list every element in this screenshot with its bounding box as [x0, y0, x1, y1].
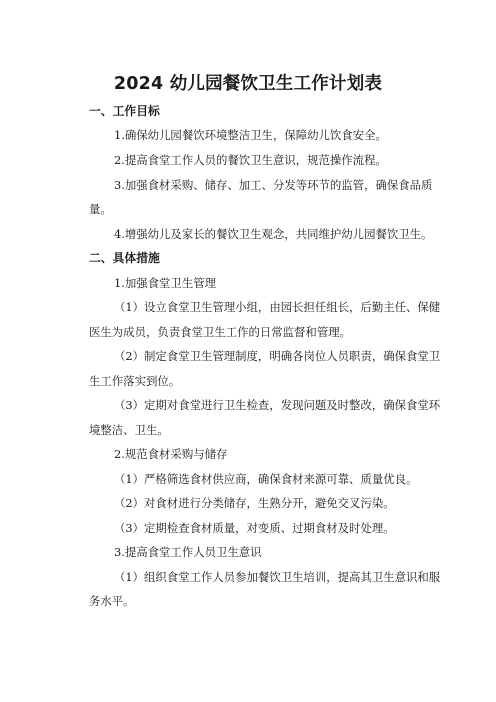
- measure-2-2: （2）对食材进行分类储存，生熟分开，避免交叉污染。: [114, 496, 395, 510]
- measure-1-1-cont: 医生为成员，负责食堂卫生工作的日常监督和管理。: [89, 325, 351, 339]
- measure-1-1: （1）设立食堂卫生管理小组，由园长担任组长，后勤主任、保健: [114, 300, 441, 314]
- measure-3-heading: 3.提高食堂工作人员卫生意识: [114, 545, 262, 559]
- measure-2-3: （3）定期检查食材质量，对变质、过期食材及时处理。: [114, 521, 395, 535]
- section-heading-measures: 二、具体措施: [89, 251, 160, 265]
- goal-item-2: 2.提高食堂工作人员的餐饮卫生意识，规范操作流程。: [114, 153, 387, 167]
- measure-1-3: （3）定期对食堂进行卫生检查，发现问题及时整改，确保食堂环: [114, 398, 441, 412]
- goal-item-4: 4.增强幼儿及家长的餐饮卫生观念，共同维护幼儿园餐饮卫生。: [114, 227, 433, 241]
- goal-item-3: 3.加强食材采购、储存、加工、分发等环节的监管，确保食品质: [114, 178, 433, 192]
- measure-3-1: （1）组织食堂工作人员参加餐饮卫生培训，提高其卫生意识和服: [114, 570, 441, 584]
- measure-2-1: （1）严格筛选食材供应商，确保食材来源可靠、质量优良。: [114, 472, 418, 486]
- document-title: 2024 幼儿园餐饮卫生工作计划表: [113, 74, 383, 94]
- measure-3-1-cont: 务水平。: [89, 594, 135, 608]
- measure-1-3-cont: 境整洁、卫生。: [89, 423, 169, 437]
- goal-item-1: 1.确保幼儿园餐饮环境整洁卫生，保障幼儿饮食安全。: [114, 128, 387, 142]
- measure-1-heading: 1.加强食堂卫生管理: [114, 276, 216, 290]
- measure-2-heading: 2.规范食材采购与储存: [114, 447, 228, 461]
- section-heading-goals: 一、工作目标: [89, 104, 160, 118]
- measure-1-2-cont: 生工作落实到位。: [89, 374, 181, 388]
- goal-item-3-cont: 量。: [89, 202, 112, 216]
- measure-1-2: （2）制定食堂卫生管理制度，明确各岗位人员职责，确保食堂卫: [114, 349, 441, 363]
